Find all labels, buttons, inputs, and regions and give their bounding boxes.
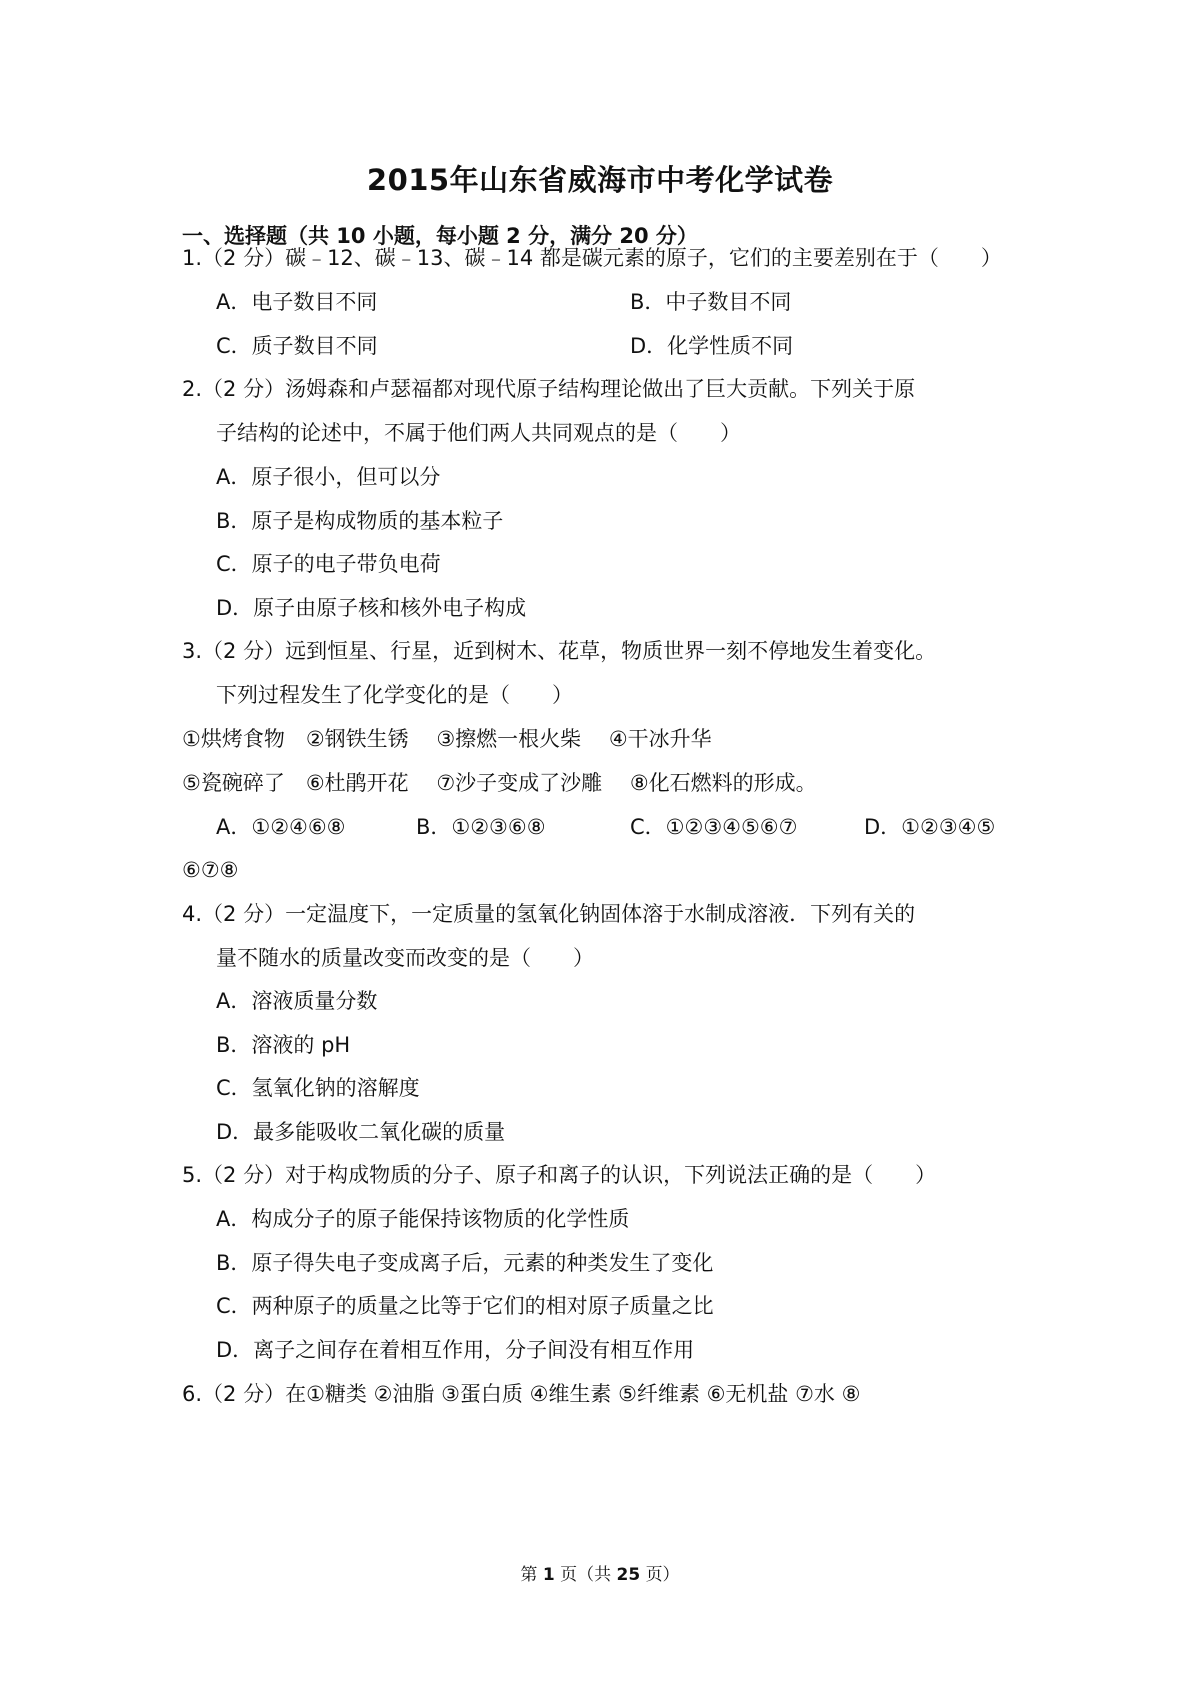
question-3-stem-line-2: 下列过程发生了化学变化的是（ ） [216,683,573,707]
question-6-stem: 6.（2 分）在①糖类 ②油脂 ③蛋白质 ④维生素 ⑤纤维素 ⑥无机盐 ⑦水 ⑧ [182,1382,861,1406]
question-5-option-b: B．原子得失电子变成离子后，元素的种类发生了变化 [216,1251,714,1275]
question-3-option-c: C．①②③④⑤⑥⑦ [630,815,798,839]
question-3-option-b: B．①②③⑥⑧ [416,815,546,839]
question-2-option-a: A．原子很小，但可以分 [216,465,441,489]
exam-title: 2015年山东省威海市中考化学试卷 [366,163,834,197]
question-4-option-c: C．氢氧化钠的溶解度 [216,1076,420,1100]
question-2-option-d: D．原子由原子核和核外电子构成 [216,596,527,620]
question-4-stem-line-2: 量不随水的质量改变而改变的是（ ） [216,946,594,970]
question-2-stem-line-1: 2.（2 分）汤姆森和卢瑟福都对现代原子结构理论做出了巨大贡献。下列关于原 [182,377,916,401]
question-5-option-c: C．两种原子的质量之比等于它们的相对原子质量之比 [216,1294,714,1318]
question-1-stem: 1.（2 分）碳﹣12、碳﹣13、碳﹣14 都是碳元素的原子，它们的主要差别在于（ ） [182,246,1002,270]
footer-middle: 页（共 [560,1565,612,1585]
question-3-items-line-1: ①烘烤食物 ②钢铁生锈 ③擦燃一根火柴 ④干冰升华 [182,727,712,751]
footer-total-pages: 25 [616,1565,641,1585]
question-3-option-d-continued: ⑥⑦⑧ [182,858,239,882]
footer-prefix: 第 [520,1565,538,1585]
question-2-option-c: C．原子的电子带负电荷 [216,552,441,576]
question-1-option-d: D．化学性质不同 [630,334,794,358]
question-1-option-c: C．质子数目不同 [216,334,378,358]
question-4-option-d: D．最多能吸收二氧化碳的质量 [216,1120,506,1144]
question-5-stem: 5.（2 分）对于构成物质的分子、原子和离子的认识，下列说法正确的是（ ） [182,1163,937,1187]
question-2-stem-line-2: 子结构的论述中，不属于他们两人共同观点的是（ ） [216,421,741,445]
footer-page-number: 1 [542,1565,555,1585]
question-5-option-a: A．构成分子的原子能保持该物质的化学性质 [216,1207,630,1231]
section-heading: 一、选择题（共 10 小题，每小题 2 分，满分 20 分） [182,224,698,248]
question-4-option-a: A．溶液质量分数 [216,989,378,1013]
page-footer [0,1560,1200,1585]
question-5-option-d: D．离子之间存在着相互作用，分子间没有相互作用 [216,1338,695,1362]
question-3-items-line-2: ⑤瓷碗碎了 ⑥杜鹃开花 ⑦沙子变成了沙雕 ⑧化石燃料的形成。 [182,771,817,795]
footer-suffix: 页） [645,1565,680,1585]
question-1-option-b: B．中子数目不同 [630,290,792,314]
question-2-option-b: B．原子是构成物质的基本粒子 [216,509,504,533]
question-3-stem-line-1: 3.（2 分）远到恒星、行星，近到树木、花草，物质世界一刻不停地发生着变化。 [182,639,937,663]
question-4-option-b: B．溶液的 pH [216,1033,351,1057]
question-3-option-d: D．①②③④⑤ [864,815,996,839]
question-4-stem-line-1: 4.（2 分）一定温度下，一定质量的氢氧化钠固体溶于水制成溶液．下列有关的 [182,902,916,926]
question-1-option-a: A．电子数目不同 [216,290,378,314]
question-3-option-a: A．①②④⑥⑧ [216,815,346,839]
